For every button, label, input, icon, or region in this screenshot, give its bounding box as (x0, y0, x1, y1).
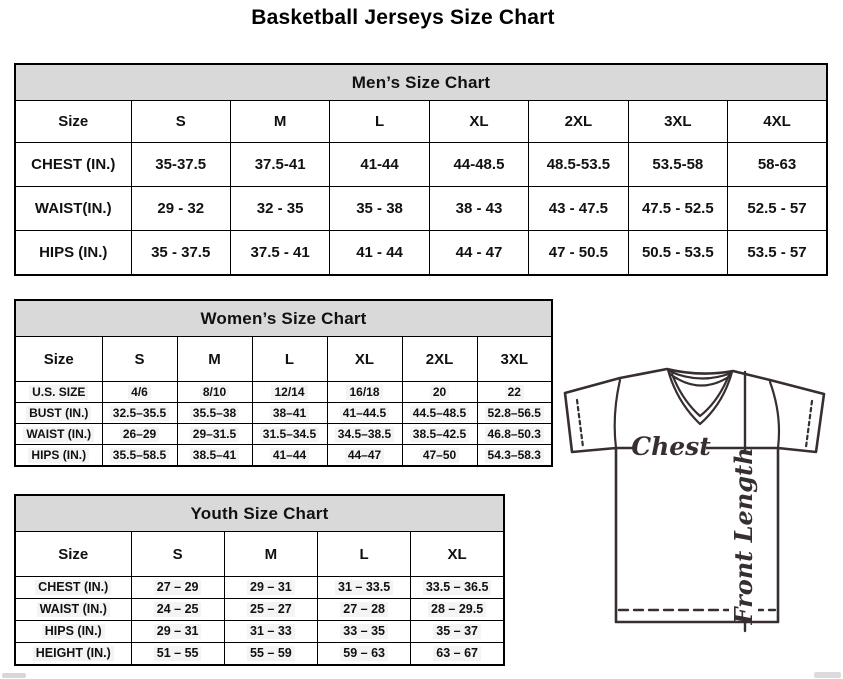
womens-value-cell (252, 424, 327, 445)
womens-value-text: 34.5–38.5 (335, 427, 394, 442)
womens-value-text: 32.5–35.5 (110, 406, 169, 421)
womens-row-label-text: U.S. SIZE (29, 385, 88, 400)
youth-value-cell (318, 599, 411, 621)
mens-size-col-xl: XL (429, 101, 528, 143)
mens-value-cell (230, 187, 329, 231)
womens-table-row (15, 424, 552, 445)
womens-size-col-3xl: 3XL (477, 337, 552, 382)
youth-value-cell (411, 599, 504, 621)
youth-value-text: 35 – 37 (433, 624, 481, 640)
mens-value-text: 52.5 - 57 (747, 200, 807, 217)
youth-table-row (15, 643, 504, 666)
youth-value-text: 24 – 25 (154, 602, 202, 618)
womens-value-cell (402, 445, 477, 467)
mens-value-cell (728, 187, 827, 231)
mens-table-row (15, 231, 827, 276)
mens-value-text: 48.5-53.5 (546, 156, 611, 173)
womens-value-text: 41–44.5 (340, 406, 389, 421)
mens-row-label (15, 143, 131, 187)
youth-row-label-text: WAIST (IN.) (37, 602, 110, 618)
mens-value-text: 44-48.5 (453, 156, 505, 173)
mens-value-cell (131, 231, 230, 276)
youth-value-cell (318, 621, 411, 643)
womens-row-label (15, 445, 102, 467)
womens-table-row (15, 445, 552, 467)
mens-value-cell (330, 187, 429, 231)
youth-size-header-label: Size (15, 532, 131, 577)
mens-value-cell (529, 231, 628, 276)
scrollbar-thumb-left[interactable] (2, 673, 26, 678)
mens-value-cell (728, 143, 827, 187)
mens-value-text: 38 - 43 (455, 200, 503, 217)
mens-size-col-s: S (131, 101, 230, 143)
womens-value-text: 20 (430, 385, 449, 400)
womens-value-cell (477, 424, 552, 445)
mens-size-col-m: M (230, 101, 329, 143)
jersey-outline-icon (565, 369, 824, 622)
womens-value-text: 35.5–38 (190, 406, 239, 421)
womens-value-text: 22 (505, 385, 524, 400)
youth-size-col-xl: XL (411, 532, 504, 577)
mens-value-text: 41-44 (360, 156, 399, 173)
womens-size-col-s: S (102, 337, 177, 382)
youth-value-text: 31 – 33 (247, 624, 295, 640)
womens-size-table (14, 299, 553, 467)
youth-value-cell (224, 643, 317, 666)
youth-row-label (15, 621, 131, 643)
womens-size-col-m: M (177, 337, 252, 382)
youth-value-text: 33 – 35 (340, 624, 388, 640)
womens-value-cell (477, 445, 552, 467)
womens-size-header-label: Size (15, 337, 102, 382)
mens-table-row (15, 143, 827, 187)
mens-table-row (15, 187, 827, 231)
jersey-measurement-diagram (556, 360, 833, 660)
womens-value-text: 52.8–56.5 (485, 406, 544, 421)
youth-table-row (15, 577, 504, 599)
womens-value-cell (177, 403, 252, 424)
mens-value-cell (728, 231, 827, 276)
womens-value-text: 38.5–41 (190, 448, 239, 463)
womens-table-row (15, 403, 552, 424)
womens-value-cell (327, 445, 402, 467)
youth-value-text: 55 – 59 (247, 646, 295, 662)
mens-value-text: 32 - 35 (256, 200, 304, 217)
page-title: Basketball Jerseys Size Chart (251, 6, 555, 29)
youth-size-table (14, 494, 505, 666)
mens-value-cell (131, 143, 230, 187)
womens-value-cell (177, 424, 252, 445)
chest-label: Chest (631, 432, 711, 461)
womens-value-cell (477, 403, 552, 424)
mens-value-text: 29 - 32 (157, 200, 205, 217)
mens-row-label-text: WAIST(IN.) (34, 200, 112, 217)
mens-size-col-3xl: 3XL (628, 101, 727, 143)
youth-value-cell (131, 643, 224, 666)
youth-row-label (15, 643, 131, 666)
mens-value-cell (628, 143, 727, 187)
youth-value-cell (411, 621, 504, 643)
youth-value-text: 27 – 29 (154, 580, 202, 596)
mens-value-text: 53.5 - 57 (747, 244, 807, 261)
mens-row-label-text: HIPS (IN.) (39, 244, 108, 261)
mens-value-cell (330, 143, 429, 187)
mens-value-cell (230, 231, 329, 276)
mens-size-table (14, 63, 828, 276)
youth-value-text: 31 – 33.5 (335, 580, 393, 596)
womens-value-text: 47–50 (420, 448, 459, 463)
womens-value-cell (102, 403, 177, 424)
youth-value-text: 29 – 31 (154, 624, 202, 640)
womens-value-cell (327, 403, 402, 424)
youth-size-col-l: L (318, 532, 411, 577)
mens-value-cell (628, 231, 727, 276)
mens-value-text: 53.5-58 (652, 156, 704, 173)
youth-value-cell (318, 577, 411, 599)
mens-value-cell (230, 143, 329, 187)
womens-value-text: 12/14 (271, 385, 307, 400)
mens-size-header-label: Size (15, 101, 131, 143)
womens-value-text: 38.5–42.5 (410, 427, 469, 442)
womens-row-label-text: HIPS (IN.) (28, 448, 89, 463)
front-length-label: Front Length (729, 447, 758, 625)
mens-size-col-4xl: 4XL (728, 101, 827, 143)
mens-value-text: 35 - 37.5 (151, 244, 211, 261)
mens-value-cell (529, 187, 628, 231)
mens-row-label (15, 187, 131, 231)
youth-value-cell (224, 621, 317, 643)
youth-value-cell (224, 599, 317, 621)
womens-chart-title: Women’s Size Chart (15, 300, 552, 337)
womens-value-text: 4/6 (128, 385, 151, 400)
youth-value-text: 51 – 55 (154, 646, 202, 662)
womens-value-cell (177, 382, 252, 403)
womens-value-cell (102, 424, 177, 445)
youth-value-text: 28 – 29.5 (428, 602, 486, 618)
womens-value-cell (402, 403, 477, 424)
womens-row-label (15, 424, 102, 445)
mens-value-cell (429, 143, 528, 187)
womens-value-cell (402, 382, 477, 403)
mens-value-text: 35-37.5 (155, 156, 207, 173)
mens-value-text: 35 - 38 (356, 200, 403, 217)
mens-value-text: 58-63 (757, 156, 797, 173)
jersey-collar-icon (668, 370, 732, 424)
womens-value-text: 26–29 (120, 427, 159, 442)
womens-value-cell (327, 424, 402, 445)
youth-chart-title: Youth Size Chart (15, 495, 504, 532)
womens-value-cell (252, 382, 327, 403)
womens-row-label-text: WAIST (IN.) (23, 427, 94, 442)
womens-value-cell (252, 403, 327, 424)
youth-value-cell (411, 577, 504, 599)
womens-value-cell (102, 382, 177, 403)
youth-row-label-text: CHEST (IN.) (35, 580, 111, 596)
womens-value-text: 31.5–34.5 (260, 427, 319, 442)
mens-value-text: 50.5 - 53.5 (641, 244, 714, 261)
mens-value-cell (529, 143, 628, 187)
womens-value-text: 54.3–58.3 (485, 448, 544, 463)
womens-size-col-xl: XL (327, 337, 402, 382)
womens-value-text: 44–47 (345, 448, 384, 463)
mens-row-label (15, 231, 131, 276)
mens-value-cell (131, 187, 230, 231)
youth-value-text: 29 – 31 (247, 580, 295, 596)
youth-value-text: 33.5 – 36.5 (423, 580, 492, 596)
youth-row-label (15, 599, 131, 621)
womens-row-label (15, 382, 102, 403)
womens-value-cell (327, 382, 402, 403)
youth-value-cell (318, 643, 411, 666)
womens-value-text: 35.5–58.5 (110, 448, 169, 463)
mens-value-text: 37.5-41 (254, 156, 306, 173)
womens-value-cell (177, 445, 252, 467)
youth-value-cell (224, 577, 317, 599)
womens-value-text: 44.5–48.5 (410, 406, 469, 421)
mens-value-text: 37.5 - 41 (250, 244, 310, 261)
mens-value-cell (429, 231, 528, 276)
youth-size-col-s: S (131, 532, 224, 577)
mens-size-col-2xl: 2XL (529, 101, 628, 143)
mens-value-text: 43 - 47.5 (548, 200, 608, 217)
mens-value-text: 47.5 - 52.5 (641, 200, 714, 217)
womens-value-cell (252, 445, 327, 467)
youth-value-cell (411, 643, 504, 666)
womens-value-cell (102, 445, 177, 467)
womens-size-col-l: L (252, 337, 327, 382)
mens-row-label-text: CHEST (IN.) (31, 156, 116, 173)
womens-value-text: 29–31.5 (190, 427, 239, 442)
mens-size-col-l: L (330, 101, 429, 143)
youth-value-cell (131, 577, 224, 599)
youth-row-label-text: HEIGHT (IN.) (33, 646, 114, 662)
womens-value-text: 46.8–50.3 (485, 427, 544, 442)
womens-value-cell (402, 424, 477, 445)
womens-row-label-text: BUST (IN.) (26, 406, 91, 421)
mens-value-cell (330, 231, 429, 276)
youth-value-text: 25 – 27 (247, 602, 295, 618)
womens-value-text: 38–41 (270, 406, 309, 421)
youth-value-text: 27 – 28 (340, 602, 388, 618)
youth-table-row (15, 599, 504, 621)
mens-value-cell (628, 187, 727, 231)
womens-table-row (15, 382, 552, 403)
mens-chart-title: Men’s Size Chart (15, 64, 827, 101)
mens-value-text: 44 - 47 (455, 244, 503, 261)
youth-value-cell (131, 621, 224, 643)
scrollbar-thumb-right[interactable] (814, 672, 841, 678)
mens-value-text: 41 - 44 (356, 244, 403, 261)
womens-size-col-2xl: 2XL (402, 337, 477, 382)
womens-value-text: 16/18 (346, 385, 382, 400)
mens-value-cell (429, 187, 528, 231)
womens-value-text: 8/10 (200, 385, 229, 400)
youth-row-label (15, 577, 131, 599)
youth-value-text: 63 – 67 (433, 646, 481, 662)
youth-row-label-text: HIPS (IN.) (42, 624, 105, 640)
womens-row-label (15, 403, 102, 424)
youth-value-text: 59 – 63 (340, 646, 388, 662)
youth-table-row (15, 621, 504, 643)
mens-value-text: 47 - 50.5 (548, 244, 608, 261)
youth-value-cell (131, 599, 224, 621)
youth-size-col-m: M (224, 532, 317, 577)
womens-value-text: 41–44 (270, 448, 309, 463)
womens-value-cell (477, 382, 552, 403)
